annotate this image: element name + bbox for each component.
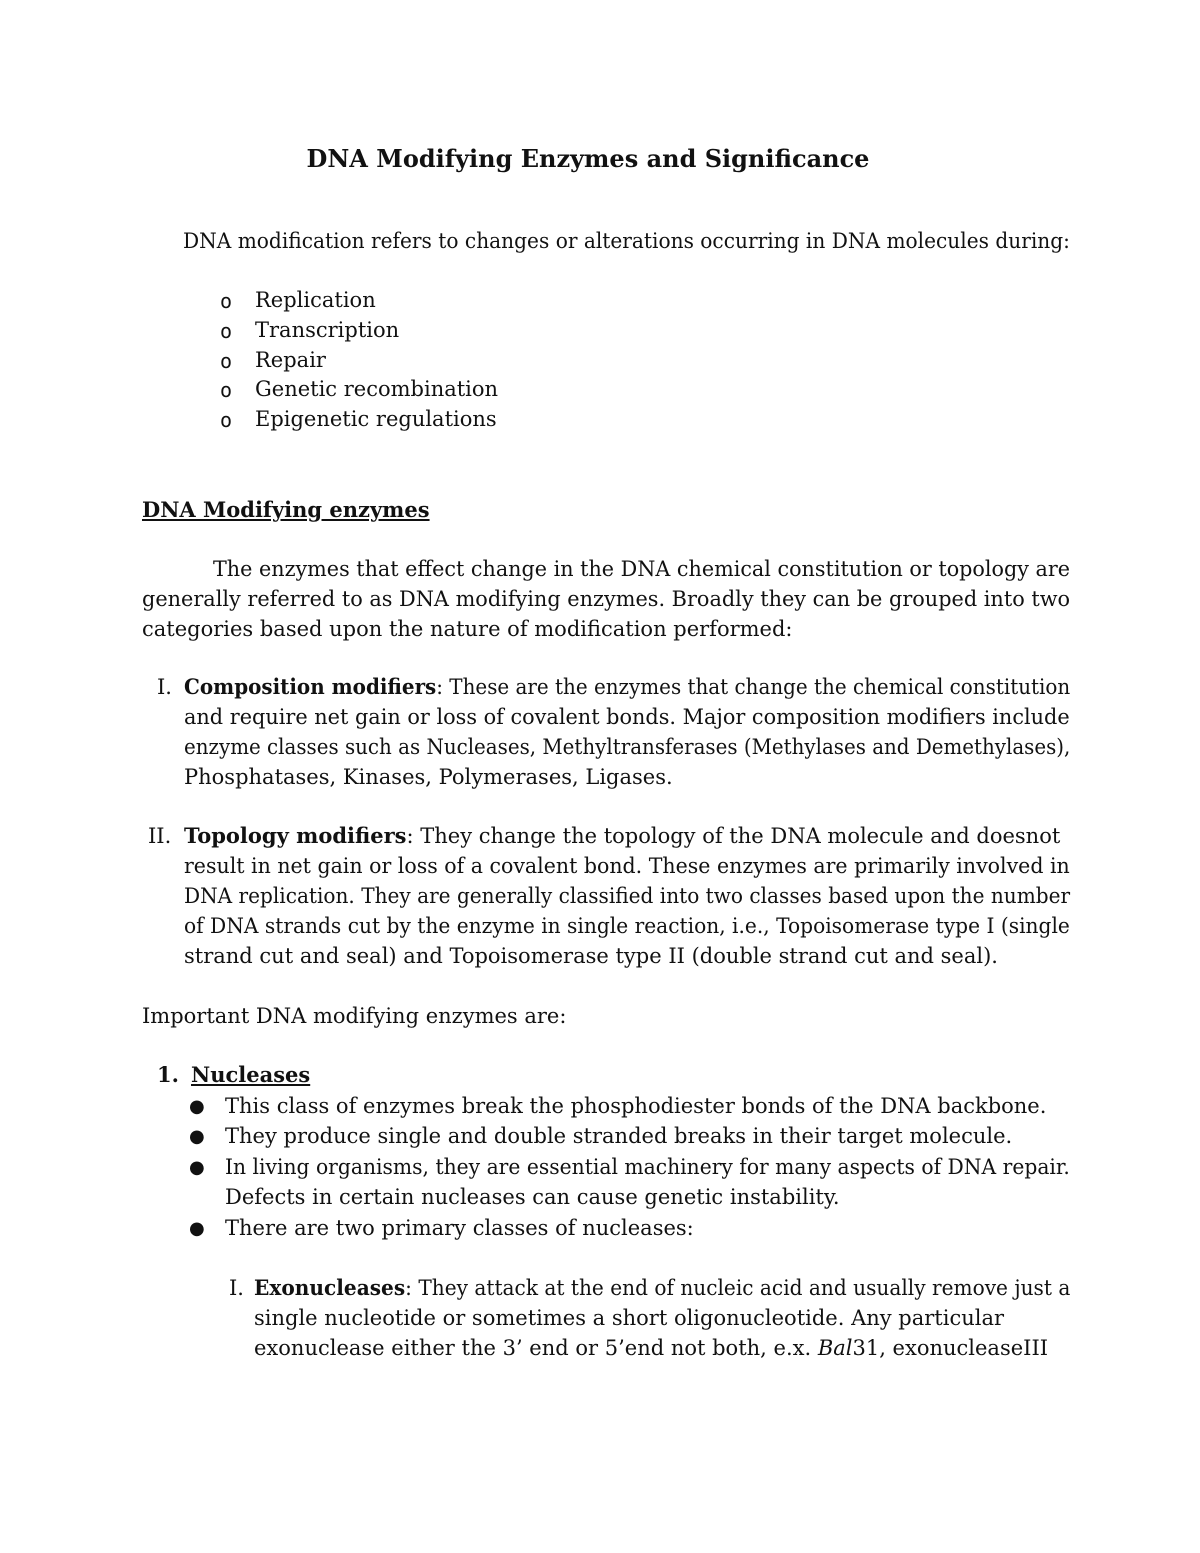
important-line: Important DNA modifying enzymes are: bbox=[142, 1004, 567, 1028]
bullet-text: This class of enzymes break the phosphodiester bonds of the DNA backbone. bbox=[225, 1094, 1047, 1118]
category-text: : They change the topology of the DNA molecule and doesnot bbox=[406, 824, 1061, 848]
bullet-icon: ● bbox=[189, 1218, 205, 1239]
list-number: 1. bbox=[157, 1062, 179, 1087]
category-term: Topology modifiers bbox=[184, 823, 407, 848]
bullet-icon: ● bbox=[189, 1096, 205, 1117]
exo-text: 31, exonucleaseIII bbox=[852, 1336, 1049, 1360]
category-term: Composition modifiers bbox=[184, 674, 437, 699]
exo-italic: Bal bbox=[817, 1336, 853, 1360]
list-item: Repair bbox=[255, 348, 326, 372]
list-item: Epigenetic regulations bbox=[255, 407, 497, 431]
document-title: DNA Modifying Enzymes and Significance bbox=[306, 144, 870, 173]
intro-text: DNA modification refers to changes or alterations occurring in DNA molecules during: bbox=[183, 229, 1070, 253]
paragraph-line: The enzymes that effect change in the DNA chemical constitution or topology are bbox=[213, 557, 1071, 581]
category-line: strand cut and seal) and Topoisomerase type II (double strand cut and seal). bbox=[184, 944, 998, 968]
section-heading: DNA Modifying enzymes bbox=[142, 497, 430, 522]
nucleases-heading: Nucleases bbox=[191, 1062, 311, 1087]
paragraph-line: generally referred to as DNA modifying enzymes. Broadly they can be grouped into two bbox=[142, 587, 1071, 611]
bullet-text: They produce single and double stranded breaks in their target molecule. bbox=[225, 1124, 1013, 1148]
category-line: DNA replication. They are generally classified into two classes based upon the number bbox=[184, 884, 1071, 908]
category-line: result in net gain or loss of a covalent bond. These enzymes are primarily involved in bbox=[184, 854, 1070, 878]
category-first-line bbox=[184, 821, 1060, 851]
category-line: enzyme classes such as Nucleases, Methyltransferases (Methylases and Demethylases), bbox=[184, 735, 1071, 759]
bullet-text: In living organisms, they are essential machinery for many aspects of DNA repair. bbox=[225, 1155, 1070, 1179]
category-text: : These are the enzymes that change the chemical constitution bbox=[436, 675, 1071, 699]
category-first-line bbox=[184, 672, 1070, 702]
circle-bullet-icon: o bbox=[220, 319, 233, 343]
exo-text: : They attack at the end of nucleic acid and usually remove just a bbox=[405, 1276, 1071, 1300]
exo-term: Exonucleases bbox=[254, 1275, 406, 1300]
paragraph-line: categories based upon the nature of modification performed: bbox=[142, 617, 793, 641]
bullet-icon: ● bbox=[189, 1126, 205, 1147]
category-line: of DNA strands cut by the enzyme in single reaction, i.e., Topoisomerase type I (single bbox=[184, 914, 1070, 938]
category-line: and require net gain or loss of covalent bonds. Major composition modifiers include bbox=[184, 705, 1070, 729]
exo-text: exonuclease either the 3’ end or 5’end not both, e.x. bbox=[254, 1336, 818, 1360]
circle-bullet-icon: o bbox=[220, 408, 233, 432]
bullet-text: There are two primary classes of nucleases: bbox=[225, 1216, 694, 1240]
roman-numeral: I. bbox=[229, 1276, 244, 1300]
list-item: Transcription bbox=[255, 318, 400, 342]
roman-numeral: II. bbox=[148, 824, 172, 848]
exo-line bbox=[254, 1333, 1048, 1363]
circle-bullet-icon: o bbox=[220, 289, 233, 313]
bullet-text: Defects in certain nucleases can cause genetic instability. bbox=[225, 1185, 840, 1209]
exo-line: single nucleotide or sometimes a short oligonucleotide. Any particular bbox=[254, 1306, 1005, 1330]
exo-first-line bbox=[254, 1273, 1070, 1303]
circle-bullet-icon: o bbox=[220, 378, 233, 402]
circle-bullet-icon: o bbox=[220, 349, 233, 373]
roman-numeral: I. bbox=[157, 675, 172, 699]
list-item: Replication bbox=[255, 288, 376, 312]
category-line: Phosphatases, Kinases, Polymerases, Ligases. bbox=[184, 765, 673, 789]
bullet-icon: ● bbox=[189, 1157, 205, 1178]
list-item: Genetic recombination bbox=[255, 377, 499, 401]
